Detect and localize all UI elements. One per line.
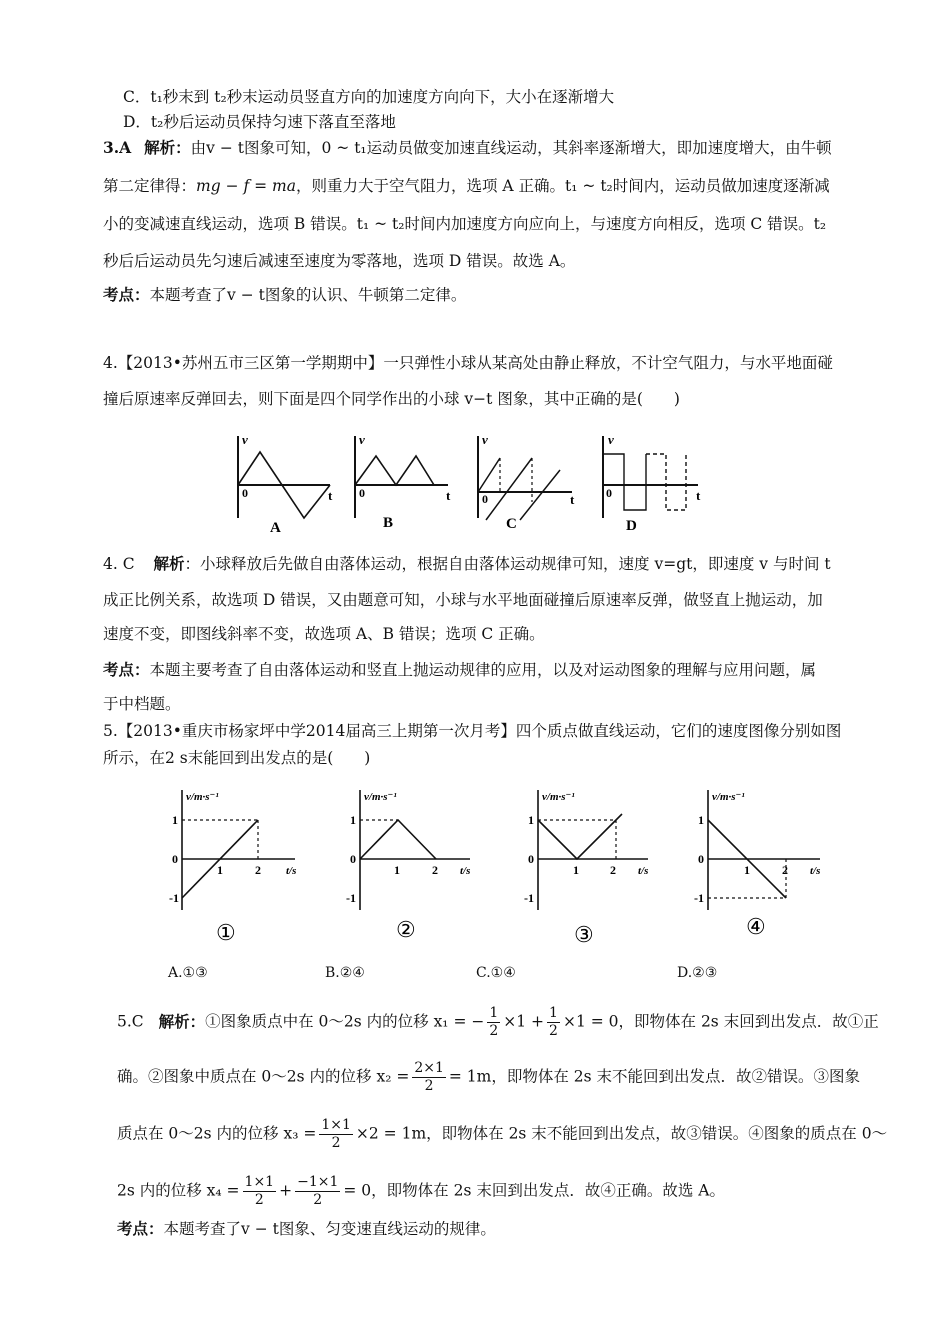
q3-answer-line4: 秒后后运动员先匀速后减速至速度为零落地，选项 D 错误。故选 A。 [103, 252, 576, 270]
graph-label: B [383, 515, 394, 531]
axis-v-label: v [242, 432, 248, 447]
kaodian-label: 考点： [103, 660, 150, 679]
axis-t-label: t [328, 488, 333, 503]
axis-t-label: t [570, 492, 575, 507]
fraction: $\frac{2\times 1}{2}$ [414, 1060, 444, 1094]
q5-graph-2-line [360, 820, 436, 859]
graph-number: ④ [746, 914, 766, 939]
equation: mg − f = ma [196, 177, 296, 195]
fraction: $\frac{1}{2}$ [489, 1005, 499, 1039]
q5-graph-4 [694, 790, 820, 939]
axis-v-label: v [482, 432, 488, 447]
answer-label: 4. C [103, 555, 135, 573]
svg-text:2: 2 [782, 863, 788, 877]
svg-text:1: 1 [394, 863, 400, 877]
q5-graph-1 [169, 790, 296, 945]
answer-label: 3.A [103, 138, 132, 157]
axis-v-label: v [608, 432, 614, 447]
fraction: $\frac{-1\times 1}{2}$ [297, 1174, 339, 1208]
jiexi-label: 解析： [144, 138, 191, 157]
q5-option-d: D.②③ [677, 965, 718, 981]
axis-y-label: v/m·s⁻¹ [542, 791, 575, 803]
q4-graph-b-curve [355, 456, 434, 485]
graph-number: ① [216, 920, 236, 945]
kaodian-text: 本题考查了v − t图象的认识、牛顿第二定律。 [149, 286, 467, 304]
jiexi-label: 解析 [153, 554, 185, 573]
q4-kaodian-cont: 于中档题。 [103, 695, 181, 713]
axis-y-label: v/m·s⁻¹ [712, 791, 745, 803]
q5-option-c: C.①④ [476, 965, 516, 981]
q5-graphs [160, 782, 840, 952]
axis-t-label: t [446, 488, 451, 503]
kaodian-label: 考点： [103, 285, 150, 304]
fraction: $\frac{1}{2}$ [549, 1005, 558, 1039]
answer-text: ①图象质点中在 0～2s 内的位移 x₁ = − [205, 1012, 485, 1031]
axis-x-label: t/s [810, 865, 821, 877]
kaodian-text: 本题考查了v − t图象、匀变速直线运动的规律。 [163, 1220, 496, 1238]
q4-kaodian [103, 659, 816, 681]
kaodian-text: 本题主要考查了自由落体运动和竖直上抛运动规律的应用，以及对运动图象的理解与应用问题，属 [149, 661, 817, 679]
answer-text: 2s 内的位移 x₄ = [117, 1181, 240, 1200]
q4-stem-line2: 撞后原速率反弹回去，则下面是四个同学作出的小球 v−t 图象，其中正确的是( ) [103, 390, 680, 408]
jiexi-label: 解析： [158, 1011, 206, 1031]
q5-answer-line2 [117, 1060, 860, 1095]
q3-answer-line3: 小的变减速直线运动，选项 B 错误。t₁ ~ t₂时间内加速度方向应向上，与速度方向相反，选项 C 错误。t₂ [103, 215, 827, 233]
q5-answer-line1 [117, 1005, 879, 1040]
answer-text: 确。②图象中质点在 0～2s 内的位移 x₂ = [117, 1067, 410, 1086]
origin-label: 0 [606, 486, 612, 500]
q4-graph-c [478, 432, 575, 532]
answer-text: = 1m，即物体在 2s 末不能回到出发点．故②错误。③图象 [448, 1067, 861, 1086]
svg-text:-1: -1 [346, 891, 356, 905]
axis-x-label: t/s [638, 865, 649, 877]
q4-graph-a [238, 432, 333, 536]
q5-answer-line3 [117, 1117, 887, 1152]
svg-text:-1: -1 [694, 891, 704, 905]
graph-label: C [506, 516, 517, 532]
svg-text:-1: -1 [169, 891, 179, 905]
answer-text: 由v − t图象可知，0 ~ t₁运动员做变加速直线运动，其斜率逐渐增大，即加速度增大，由牛顿 [190, 139, 832, 157]
graph-number: ② [396, 917, 416, 942]
q3-answer-line2 [103, 175, 830, 197]
q4-answer-line3: 速度不变，即图线斜率不变，故选项 A、B 错误；选项 C 正确。 [103, 625, 545, 643]
answer-text: ，则重力大于空气阻力，选项 A 正确。t₁ ~ t₂时间内，运动员做加速度逐渐减 [296, 177, 830, 195]
graph-number: ③ [574, 922, 594, 947]
q5-stem-line2: 所示，在2 s末能回到出发点的是( ) [103, 749, 371, 767]
kaodian-label: 考点： [117, 1219, 164, 1238]
answer-text: ×2 = 1m，即物体在 2s 末不能回到出发点，故③错误。④图象的质点在 0～ [355, 1124, 888, 1143]
answer-text: + [279, 1181, 293, 1200]
q3-answer-line1 [103, 137, 832, 159]
q3-kaodian [103, 284, 466, 306]
svg-text:0: 0 [172, 852, 178, 866]
svg-text:1: 1 [698, 813, 704, 827]
q5-stem-line1: 5.【2013•重庆市杨家坪中学2014届高三上期第一次月考】四个质点做直线运动，它们的速度图像分别如图 [103, 722, 842, 740]
q4-graphs [220, 430, 720, 538]
axis-y-label: v/m·s⁻¹ [186, 791, 219, 803]
q5-option-b: B.②④ [325, 965, 365, 981]
graph-label: D [626, 518, 637, 534]
answer-text: ×1 + [503, 1012, 545, 1031]
svg-text:0: 0 [698, 852, 704, 866]
graph-label: A [270, 520, 281, 536]
answer-text: 第二定律得： [103, 177, 197, 195]
axis-x-label: t/s [460, 865, 471, 877]
svg-text:2: 2 [432, 863, 438, 877]
answer-label: 5.C [117, 1012, 144, 1031]
q5-option-a: A.①③ [168, 965, 208, 981]
svg-text:0: 0 [528, 852, 534, 866]
origin-label: 0 [242, 486, 248, 500]
origin-label: 0 [482, 492, 488, 506]
answer-text: ×1 = 0，即物体在 2s 末回到出发点．故①正 [562, 1012, 879, 1031]
origin-label: 0 [359, 486, 365, 500]
q3-option-c: C．t₁秒末到 t₂秒末运动员竖直方向的加速度方向向下，大小在逐渐增大 [123, 88, 615, 106]
q5-graph-2 [346, 790, 470, 942]
svg-text:1: 1 [217, 863, 223, 877]
svg-text:0: 0 [350, 852, 356, 866]
answer-text: = 0，即物体在 2s 末回到出发点．故④正确。故选 A。 [343, 1181, 725, 1200]
q4-answer-line1 [103, 553, 831, 575]
q4-answer-line2: 成正比例关系，故选项 D 错误，又由题意可知，小球与水平地面碰撞后原速率反弹，做竖直上抛运动，加 [103, 591, 823, 609]
fraction: $\frac{1\times 1}{2}$ [244, 1174, 275, 1208]
svg-text:1: 1 [744, 863, 750, 877]
fraction: $\frac{1\times 1}{2}$ [321, 1117, 351, 1151]
q4-graph-b [355, 432, 451, 531]
svg-text:1: 1 [528, 813, 534, 827]
svg-text:1: 1 [350, 813, 356, 827]
answer-text: ：小球释放后先做自由落体运动，根据自由落体运动规律可知，速度 v=gt，即速度 v 与时间 t [184, 555, 831, 573]
axis-v-label: v [359, 432, 365, 447]
q5-answer-line4 [117, 1174, 725, 1209]
q5-graph-3 [524, 790, 648, 947]
svg-text:2: 2 [255, 863, 261, 877]
answer-text: 质点在 0～2s 内的位移 x₃ = [117, 1124, 317, 1143]
svg-text:-1: -1 [524, 891, 534, 905]
q5-kaodian [117, 1218, 496, 1240]
q4-stem-line1: 4.【2013•苏州五市三区第一学期期中】一只弹性小球从某高处由静止释放，不计空气阻力，与水平地面碰 [103, 354, 833, 372]
q3-option-d: D．t₂秒后运动员保持匀速下落直至落地 [123, 113, 396, 131]
svg-text:1: 1 [573, 863, 579, 877]
svg-text:1: 1 [172, 813, 178, 827]
svg-text:2: 2 [610, 863, 616, 877]
axis-x-label: t/s [286, 865, 297, 877]
q4-graph-d [603, 432, 701, 534]
axis-t-label: t [696, 488, 701, 503]
q5-graph-3-line [538, 814, 622, 859]
axis-y-label: v/m·s⁻¹ [364, 791, 397, 803]
